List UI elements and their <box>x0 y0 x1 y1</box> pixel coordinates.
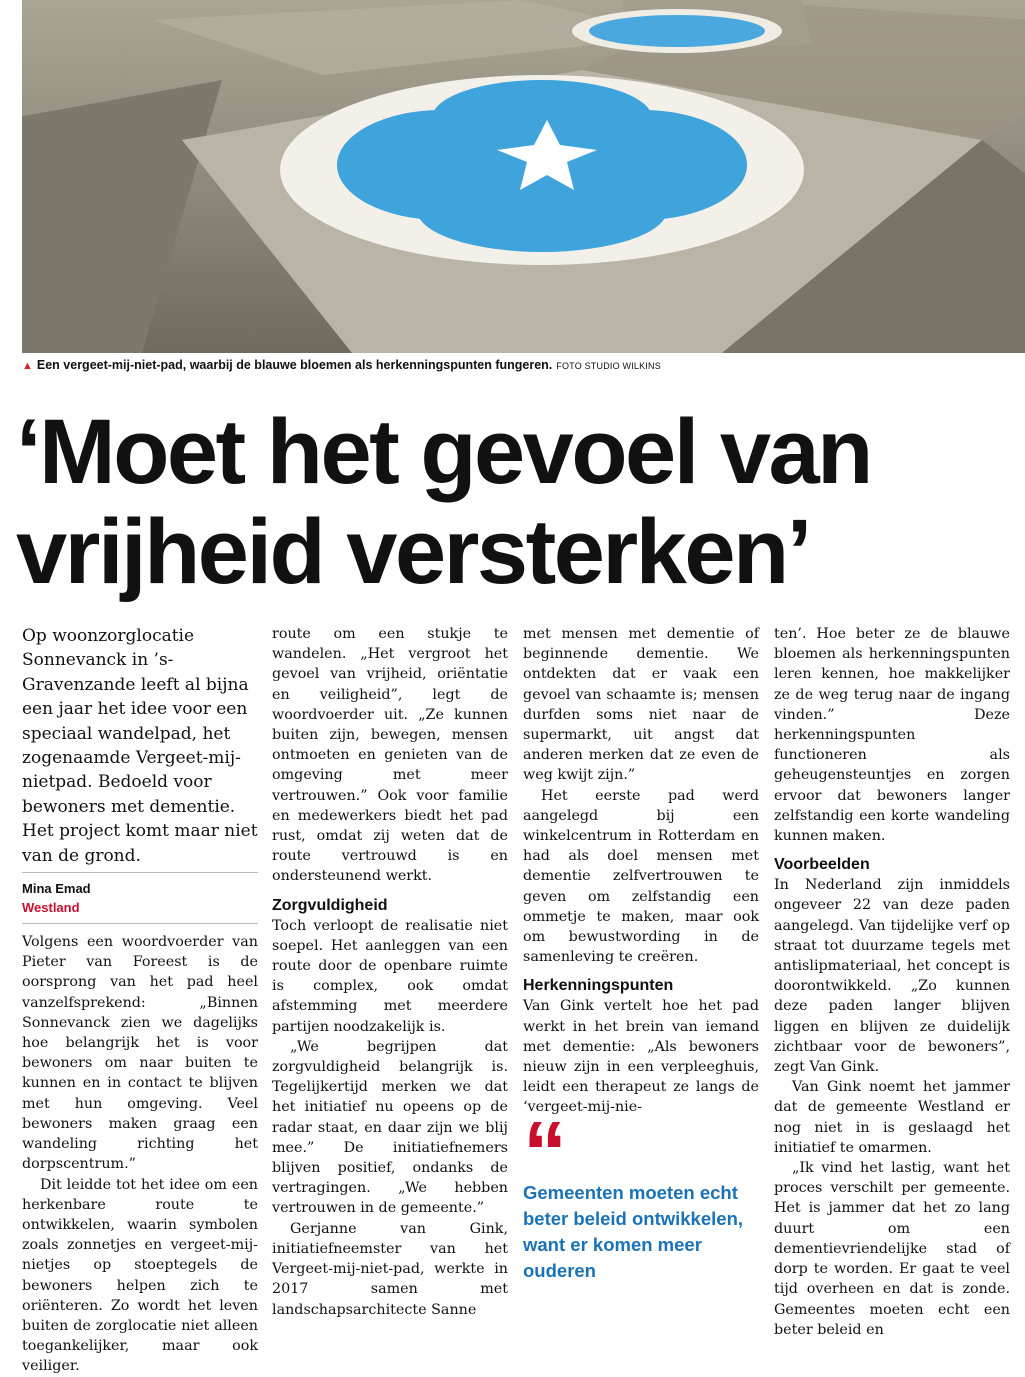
subheading: Voorbeelden <box>774 856 870 874</box>
column-1 <box>22 624 258 1377</box>
column-4 <box>774 624 1010 1340</box>
paragraph: route om een stukje te wandelen. „Het vergroot het gevoel van vrijheid, oriëntatie en veiligheid”, legt de woordvoerder uit. „Ze kunnen buiten zijn, bewegen, mensen ontmoeten en genieten van de omgeving met meer vertrouwen.” Ook voor familie en medewerkers biedt het pad rust, omdat zij weten dat de route vertrouwd is en ondersteunend werkt. <box>272 626 508 885</box>
paragraph: „Ik vind het lastig, want het proces verschilt per gemeente. Het is jammer dat het zo lang duurt om een dementievriendelijke stad of dorp te worden. Er gaat te veel tijd overheen en dat is zonde. Gemeentes moeten echt een beter beleid en <box>774 1160 1010 1338</box>
caption-marker-icon: ▲ <box>22 360 33 372</box>
author-byline: Mina Emad <box>22 872 258 898</box>
paragraph: Het eerste pad werd aangelegd bij een winkelcentrum in Rotterdam en had als doel mensen met dementie zelfvertrouwen te geven om zelfstandig een ommetje te maken, maar ook om bewustwording in de samenleving te creëren. <box>523 787 759 966</box>
paragraph: Van Gink noemt het jammer dat de gemeente Westland er nog niet in is geslaagd het initiatief te omarmen. <box>774 1079 1010 1156</box>
paragraph: met mensen met dementie of beginnende dementie. We ontdekten dat er vaak een gevoel van schaamte is; mensen durfden soms niet naar de supermarkt, uit angst dat anderen merken dat ze even de weg kwijt zijn.” <box>523 626 759 784</box>
photo-caption <box>22 358 1012 372</box>
headline-line-2: vrijheid versterken’ <box>16 501 810 603</box>
paragraph: Van Gink vertelt hoe het pad werkt in het brein van iemand met dementie: „Als bewoners nieuw zijn in een verpleeghuis, leidt een therapeut ze langs de ‘vergeet-mij-nie- <box>523 998 759 1116</box>
paragraph: Dit leidde tot het idee om een herkenbare route te ontwikkelen, waarin symbolen zoals zonnetjes en vergeet-mij-nietjes op stoeptegels de bewoners helpen zich te oriënteren. Zo wordt het leven buiten de zorglocatie niet alleen toegankelijker, maar ook veiliger. <box>22 1176 258 1375</box>
paragraph: „We begrijpen dat zorgvuldigheid belangrijk is. Tegelijkertijd merken we dat het initiatief nu opeens op de radar staat, en daar zijn we blij mee.” De initiatiefnemers blijven positief, ondanks de vertragingen. „We hebben vertrouwen in de gemeente.” <box>272 1038 508 1217</box>
paragraph: Toch verloopt de realisatie niet soepel. Het aanleggen van een route door de openbare ruimte is complex, ook omdat afstemming met meerdere partijen noodzakelijk is. <box>272 917 508 1035</box>
column-3 <box>523 624 759 1284</box>
region-label: Westland <box>22 898 258 924</box>
subheading: Herkenningspunten <box>523 977 674 995</box>
forget-me-not-tile-icon <box>22 0 1025 353</box>
paragraph: ten’. Hoe beter ze de blauwe bloemen als herkenningspunten leren kennen, hoe makkelijker ze de weg terug naar de ingang vinden.” Deze herkenningspunten functioneren als geheugensteuntjes en zorgen ervoor dat bewoners langer zelfstandig een korte wandeling kunnen maken. <box>774 626 1010 845</box>
article-intro: Op woonzorglocatie Sonnevanck in ’s-Gravenzande leeft al bijna een jaar het idee voor een speciaal wandelpad, het zogenaamde Vergeet-mij-nietpad. Bedoeld voor bewoners met dementie. Het project komt maar niet van de grond. <box>22 626 258 866</box>
article-photo <box>22 0 1025 353</box>
article-headline <box>16 402 1016 602</box>
column-2 <box>272 624 508 1320</box>
caption-text: Een vergeet-mij-niet-pad, waarbij de blauwe bloemen als herkenningspunten fungeren. <box>36 358 553 372</box>
paragraph: Volgens een woordvoerder van Pieter van Foreest is de oorsprong van het pad heel vanzelfsprekend: „Binnen Sonnevanck zien we dagelijks hoe belangrijk het is voor bewoners om naar buiten te kunnen en in contact te blijven met hun omgeving. Veel bewoners maken graag een wandeling richting het dorpscentrum.” <box>22 934 258 1173</box>
quote-mark-icon: “ <box>523 1102 561 1202</box>
pull-quote: Gemeenten moeten echt beter beleid ontwikkelen, want er komen meer ouderen <box>523 1181 744 1281</box>
paragraph: In Nederland zijn inmiddels ongeveer 22 van deze paden aangelegd. Van tijdelijke verf op straat tot duurzame tegels met antislipmateriaal, het concept is doorontwikkeld. „Zo kunnen deze paden langer blijven liggen en blijven ze duidelijk zichtbaar voor de bewoners”, zegt Van Gink. <box>774 877 1010 1076</box>
paragraph: Gerjanne van Gink, initiatiefneemster van het Vergeet-mij-niet-pad, werkte in 2017 samen met landschapsarchitecte Sanne <box>272 1220 508 1318</box>
headline-line-1: ‘Moet het gevoel van <box>16 401 871 503</box>
subheading: Zorgvuldigheid <box>272 896 388 914</box>
photo-credit: FOTO STUDIO WILKINS <box>556 361 661 371</box>
